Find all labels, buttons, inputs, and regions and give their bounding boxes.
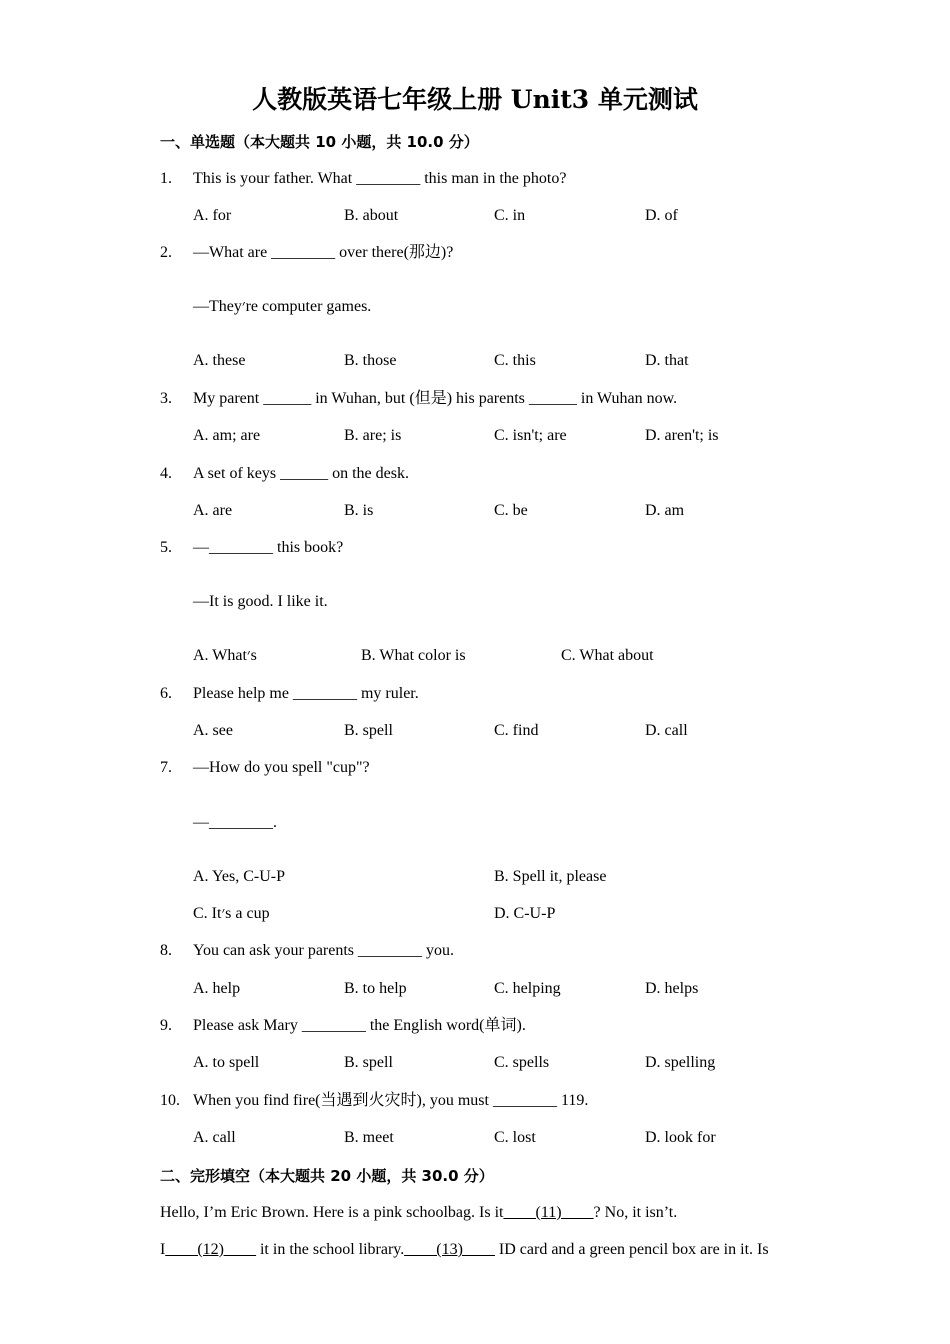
question-stem: —________ this book? (193, 539, 344, 556)
question-reply: —________. (193, 814, 277, 831)
cloze-text: Hello, I’m Eric Brown. Here is a pink schoolbag. Is it (160, 1204, 504, 1221)
cloze-text: it in the school library. (255, 1241, 405, 1258)
question-number: 2. (160, 244, 172, 261)
option-a[interactable]: A. help (193, 980, 241, 997)
option-b[interactable]: B. What color is (361, 647, 466, 664)
section-heading-single-choice: 一、单选题（本大题共 10 小题，共 10.0 分） (160, 133, 479, 151)
option-d[interactable]: D. helps (645, 980, 699, 997)
cloze-line-1 (160, 1203, 677, 1223)
option-a[interactable]: A. see (193, 722, 233, 739)
question-number: 6. (160, 685, 172, 702)
question-number: 5. (160, 539, 172, 556)
option-c[interactable]: C. helping (494, 980, 561, 997)
option-d[interactable]: D. call (645, 722, 688, 739)
question-number: 4. (160, 465, 172, 482)
option-a[interactable]: A. for (193, 207, 232, 224)
option-a[interactable]: A. What׳s (193, 647, 257, 664)
option-a[interactable]: A. these (193, 352, 246, 369)
page-title: 人教版英语七年级上册 Unit3 单元测试 (252, 85, 698, 114)
question-number: 9. (160, 1017, 172, 1034)
cloze-blank-13[interactable]: ____(13)____ (404, 1241, 495, 1258)
cloze-text: ID card and a green pencil box are in it. Is (494, 1241, 769, 1258)
cloze-blank-12[interactable]: ____(12)____ (165, 1241, 256, 1258)
question-reply: —It is good. I like it. (193, 593, 328, 610)
option-c[interactable]: C. spells (494, 1054, 550, 1071)
question-number: 1. (160, 170, 172, 187)
option-c[interactable]: C. isn't; are (494, 427, 567, 444)
option-d[interactable]: D. aren't; is (645, 427, 719, 444)
question-stem: You can ask your parents ________ you. (193, 942, 455, 959)
question-number: 10. (160, 1092, 180, 1109)
option-b[interactable]: B. those (344, 352, 397, 369)
section-heading-cloze: 二、完形填空（本大题共 20 小题，共 30.0 分） (160, 1167, 494, 1185)
option-a[interactable]: A. am; are (193, 427, 261, 444)
option-c[interactable]: C. find (494, 722, 539, 739)
question-stem: Please help me ________ my ruler. (193, 685, 419, 702)
cloze-text: ? No, it isn’t. (593, 1204, 678, 1221)
option-a[interactable]: A. to spell (193, 1054, 260, 1071)
option-b[interactable]: B. spell (344, 722, 393, 739)
option-b[interactable]: B. meet (344, 1129, 394, 1146)
option-a[interactable]: A. are (193, 502, 233, 519)
option-d[interactable]: D. C-U-P (494, 905, 556, 922)
question-stem: When you find fire(当遇到火灾时), you must ________ 119. (193, 1092, 589, 1109)
question-stem: This is your father. What ________ this man in the photo? (193, 170, 567, 187)
question-reply: —They׳re computer games. (193, 298, 372, 315)
question-stem: My parent ______ in Wuhan, but (但是) his parents ______ in Wuhan now. (193, 390, 678, 407)
cloze-text: I (160, 1241, 166, 1258)
question-number: 7. (160, 759, 172, 776)
option-d[interactable]: D. spelling (645, 1054, 716, 1071)
option-d[interactable]: D. am (645, 502, 685, 519)
option-a[interactable]: A. call (193, 1129, 236, 1146)
option-b[interactable]: B. spell (344, 1054, 393, 1071)
question-number: 3. (160, 390, 172, 407)
question-stem: —What are ________ over there(那边)? (193, 244, 454, 261)
option-b[interactable]: B. are; is (344, 427, 402, 444)
option-d[interactable]: D. that (645, 352, 689, 369)
option-c[interactable]: C. in (494, 207, 526, 224)
question-stem: A set of keys ______ on the desk. (193, 465, 409, 482)
option-b[interactable]: B. Spell it, please (494, 868, 607, 885)
option-b[interactable]: B. to help (344, 980, 407, 997)
option-c[interactable]: C. be (494, 502, 528, 519)
option-b[interactable]: B. about (344, 207, 399, 224)
option-b[interactable]: B. is (344, 502, 374, 519)
cloze-blank-11[interactable]: ____(11)____ (503, 1204, 594, 1221)
option-c[interactable]: C. It׳s a cup (193, 905, 270, 922)
option-d[interactable]: D. of (645, 207, 678, 224)
option-c[interactable]: C. lost (494, 1129, 536, 1146)
cloze-line-2 (160, 1240, 769, 1260)
option-c[interactable]: C. this (494, 352, 536, 369)
option-a[interactable]: A. Yes, C-U-P (193, 868, 286, 885)
question-stem: Please ask Mary ________ the English word(单词). (193, 1017, 526, 1034)
question-number: 8. (160, 942, 172, 959)
option-c[interactable]: C. What about (561, 647, 654, 664)
option-d[interactable]: D. look for (645, 1129, 716, 1146)
question-stem: —How do you spell "cup"? (193, 759, 370, 776)
